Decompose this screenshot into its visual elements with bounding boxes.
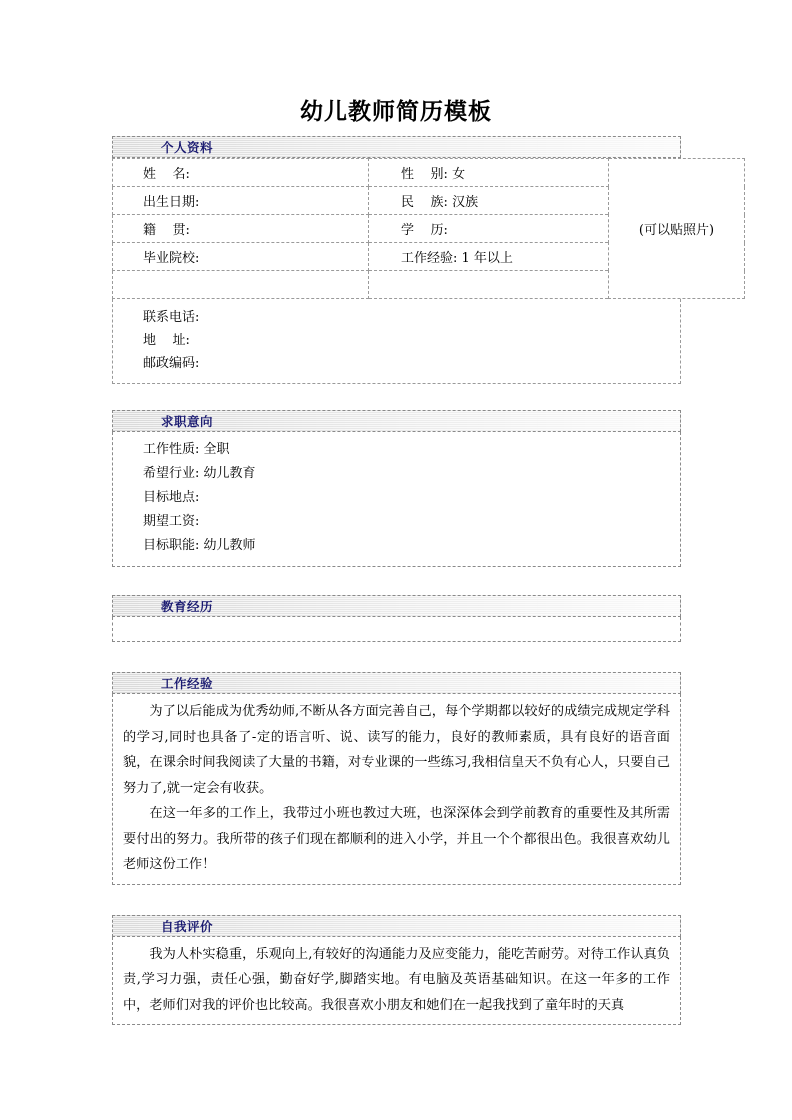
section-title-personal-info: 个人资料 (161, 140, 214, 155)
personal-info-table (112, 158, 745, 299)
spacer (112, 642, 681, 672)
job-intention-type: 工作性质: 全职 (143, 442, 230, 457)
field-school (113, 243, 369, 271)
field-work-years (369, 243, 609, 271)
section-header-job-intention (112, 410, 681, 432)
field-gender-value: 女 (452, 167, 466, 182)
field-birthdate-label: 出生日期: (143, 195, 200, 210)
section-title-job-intention: 求职意向 (161, 414, 214, 429)
education-body (112, 617, 681, 642)
contact-phone: 联系电话: (143, 310, 200, 325)
spacer (112, 567, 681, 595)
section-header-self-evaluation (112, 915, 681, 937)
field-ethnicity (369, 187, 609, 215)
field-gender (369, 159, 609, 187)
self-evaluation-body (112, 937, 681, 1026)
section-header-personal-info (112, 136, 681, 158)
contact-address: 地 址: (143, 333, 190, 348)
field-blank-left (113, 271, 369, 299)
field-education-level-label: 学 历: (401, 223, 448, 238)
field-blank-right (369, 271, 609, 299)
field-hometown (113, 215, 369, 243)
job-intention-function: 目标职能: 幼儿教师 (143, 538, 256, 553)
field-work-years-value: 1 年以上 (461, 251, 513, 266)
section-header-education (112, 595, 681, 617)
spacer (112, 885, 681, 915)
job-intention-body (112, 432, 681, 567)
table-row (113, 159, 745, 187)
resume-content (112, 136, 715, 1025)
field-school-label: 毕业院校: (143, 251, 200, 266)
field-work-years-label: 工作经验: (401, 251, 458, 266)
work-experience-paragraph: 在这一年多的工作上，我带过小班也教过大班，也深深体会到学前教育的重要性及其所需要付出的努力。我所带的孩子们现在都顺利的进入小学，并且一个个都很出色。我很喜欢幼儿老师这份工作！ (123, 806, 670, 872)
field-ethnicity-value: 汉族 (452, 195, 479, 210)
section-title-self-evaluation: 自我评价 (161, 918, 214, 934)
page-title: 幼儿教师简历模板 (300, 98, 492, 125)
job-intention-location: 目标地点: (143, 490, 200, 505)
contact-postcode: 邮政编码: (143, 356, 200, 371)
field-gender-label: 性 别: (401, 167, 448, 182)
work-experience-body (112, 694, 681, 885)
job-intention-industry: 希望行业: 幼儿教育 (143, 466, 256, 481)
contact-block (112, 299, 681, 384)
spacer (112, 384, 681, 410)
section-header-work-experience (112, 672, 681, 694)
field-name (113, 159, 369, 187)
work-experience-paragraph: 为了以后能成为优秀幼师,不断从各方面完善自己，每个学期都以较好的成绩完成规定学科的学习,同时也具备了-定的语言听、说、读写的能力，良好的教师素质，具有良好的语音面貌，在课余时间我阅读了大量的书籍，对专业课的一些练习,我相信皇天不负有心人，只要自己努力了,就一定会有收获。 (123, 704, 670, 796)
field-education-level (369, 215, 609, 243)
section-title-work-experience: 工作经验 (161, 676, 214, 691)
job-intention-salary: 期望工资: (143, 514, 200, 529)
field-birthdate (113, 187, 369, 215)
field-name-label: 姓 名: (143, 167, 190, 182)
field-ethnicity-label: 民 族: (401, 195, 448, 210)
field-hometown-label: 籍 贯: (143, 223, 190, 238)
section-title-education: 教育经历 (161, 599, 214, 614)
photo-placeholder: (可以贴照片) (609, 159, 745, 299)
self-evaluation-paragraph: 我为人朴实稳重，乐观向上,有较好的沟通能力及应变能力，能吃苦耐劳。对待工作认真负责,学习力强，责任心强，勤奋好学,脚踏实地。有电脑及英语基础知识。在这一年多的工作中，老师们对我的评价也比较高。我很喜欢小朋友和她们在一起我找到了童年时的天真 (123, 946, 670, 1013)
